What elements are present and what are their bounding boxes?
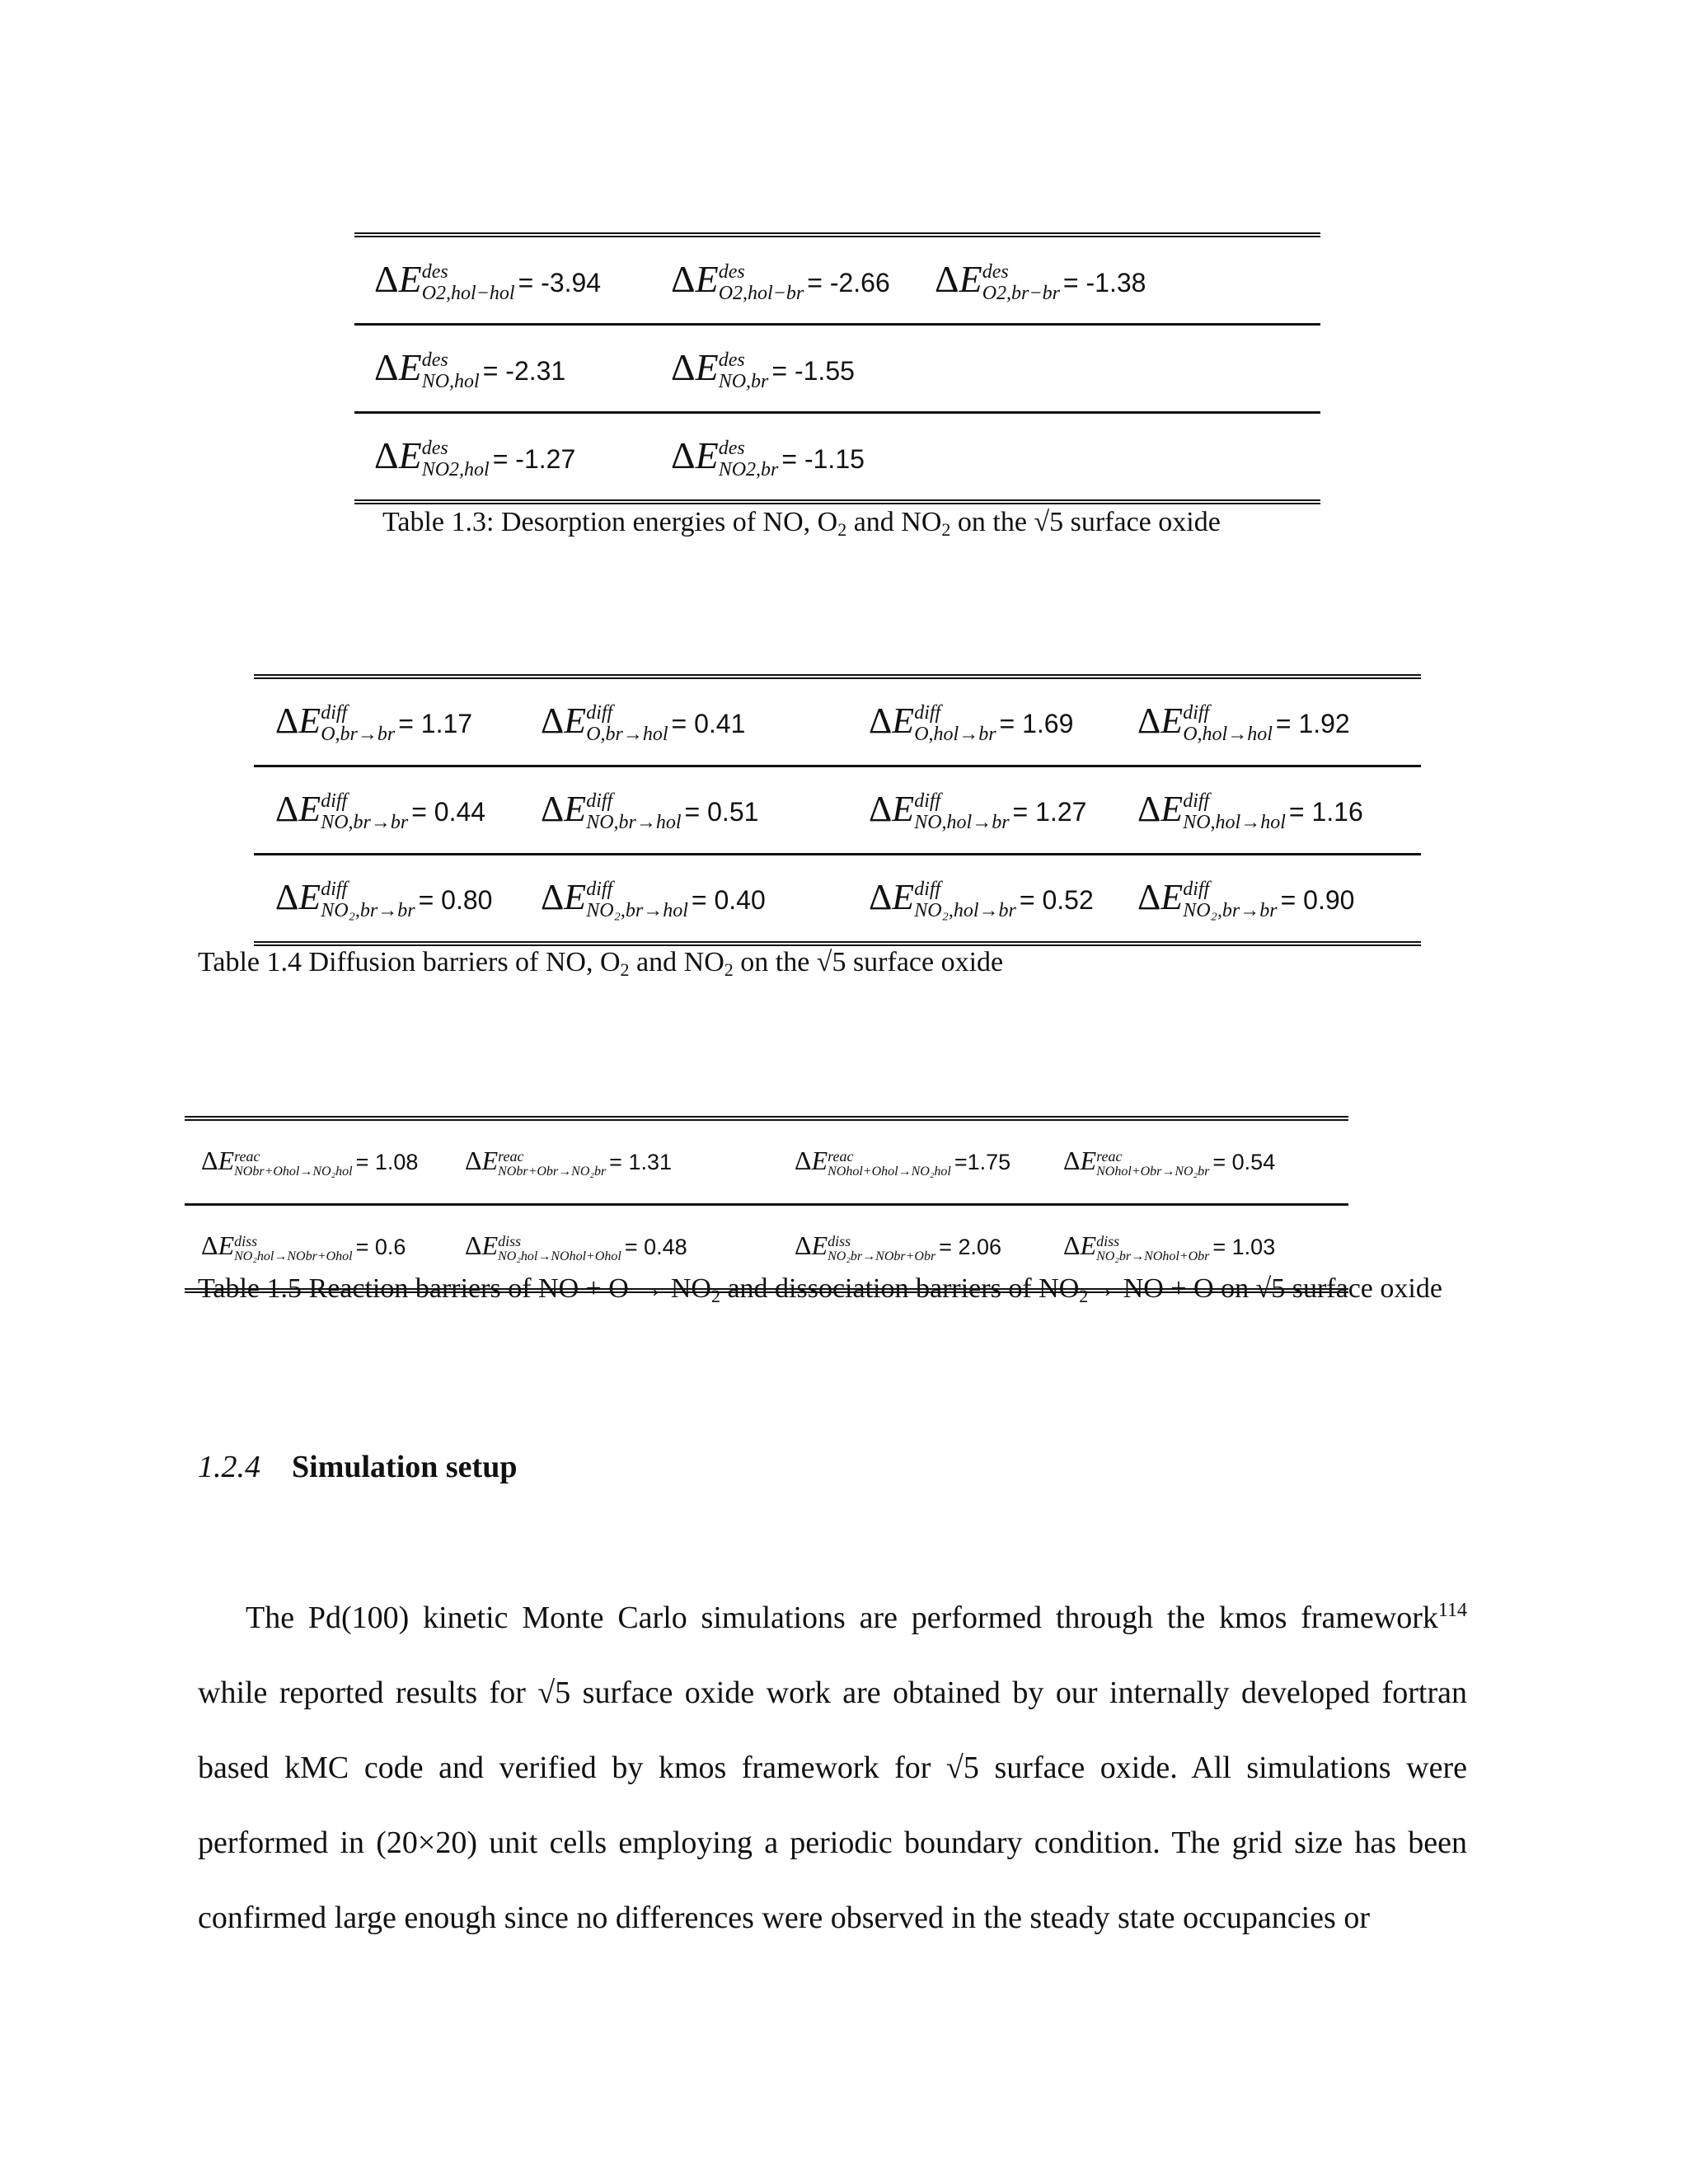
energy-cell: ΔE diff O,br→hol = 0.41 [541,700,746,746]
table-row [354,325,1320,413]
energy-cell: ΔE des NO,br = -1.55 [671,345,855,393]
energy-cell: ΔE diff NO,hol→hol = 1.16 [1137,788,1363,834]
energy-cell: ΔE diss NO₂hol→NOhol+Ohol = 0.48 [465,1230,687,1263]
energy-cell: ΔE diff NO₂,br→hol = 0.40 [541,876,766,922]
energy-cell: ΔE des O2,br−br = -1.38 [935,257,1146,305]
energy-cell: ΔE des O2,hol−br = -2.66 [671,257,890,305]
body-paragraph: The Pd(100) kinetic Monte Carlo simulations are performed through the kmos framework$^{114}$ while reported results for √5 surface oxide work are obtained by our internally developed fortran based kMC code and verified by kmos framework for √5 surface oxide. All simulations were performed in (20×20) unit cells employing a periodic boundary condition. The grid size has been confirmed large enough since no differences were observed in the steady state occupancies or [198,1600,1467,1935]
section-number: 1.2.4 [198,1450,260,1484]
table-caption: Table 1.5 Reaction barriers of NO + $O \to NO_2$ and dissociation barriers of $NO_2\to$ NO + O on √5 surface oxide [198,1273,1442,1306]
energy-cell: ΔE reac NOhol+Ohol→NO₂hol =1.75 [795,1146,1011,1179]
energy-cell: ΔE des O2,hol−hol = -3.94 [374,257,602,305]
energy-cell: ΔE reac NOhol+Obr→NO₂br = 0.54 [1063,1146,1276,1179]
table-row [354,235,1320,325]
table-row [354,413,1320,503]
energy-cell: ΔE des NO,hol = -2.31 [374,345,566,393]
table-row [254,677,1421,766]
empty-cell [915,325,1320,413]
energy-cell: ΔE reac NObr+Obr→NO₂br = 1.31 [465,1146,672,1179]
energy-cell: ΔE diss NO₂br→NObr+Obr = 2.06 [795,1230,1001,1263]
table-row [254,766,1421,855]
energy-cell: ΔE diff NO,br→hol = 0.51 [541,788,759,834]
table-row [185,1118,1348,1205]
section-heading [198,1449,517,1485]
energy-cell: ΔE diff O,hol→br = 1.69 [869,700,1074,746]
energy-cell: ΔE diss NO₂br→NOhol+Obr = 1.03 [1063,1230,1276,1263]
energy-cell: ΔE diff NO₂,br→br = 0.90 [1137,876,1355,922]
table-caption: Table 1.3: Desorption energies of NO, $O_2$ and $NO_2$ on the √5 surface oxide [382,507,1221,540]
energy-cell: ΔE des NO2,hol = -1.27 [374,434,576,481]
energy-cell: ΔE des NO2,br = -1.15 [671,434,865,481]
energy-cell: ΔE diss NO₂hol→NObr+Ohol = 0.6 [201,1230,406,1263]
empty-cell [915,413,1320,503]
energy-cell: ΔE diff O,br→br = 1.17 [275,700,473,746]
table-caption: Table 1.4 Diffusion barriers of NO, $O_2$ and $NO_2$ on the √5 surface oxide [198,947,1004,980]
table-row [254,855,1421,944]
energy-cell: ΔE diff NO,hol→br = 1.27 [869,788,1087,834]
citation-reference: 114 [1437,1600,1467,1621]
section-title: Simulation setup [292,1450,518,1484]
energy-cell: ΔE diff O,hol→hol = 1.92 [1137,700,1350,746]
diffusion-barrier-table [254,674,1421,946]
energy-cell: ΔE diff NO₂,hol→br = 0.52 [869,876,1094,922]
desorption-energy-table [354,232,1320,504]
reaction-barrier-table [185,1116,1348,1293]
energy-cell: ΔE diff NO₂,br→br = 0.80 [275,876,493,922]
energy-cell: ΔE diff NO,br→br = 0.44 [275,788,486,834]
energy-cell: ΔE reac NObr+Ohol→NO₂hol = 1.08 [201,1146,419,1179]
